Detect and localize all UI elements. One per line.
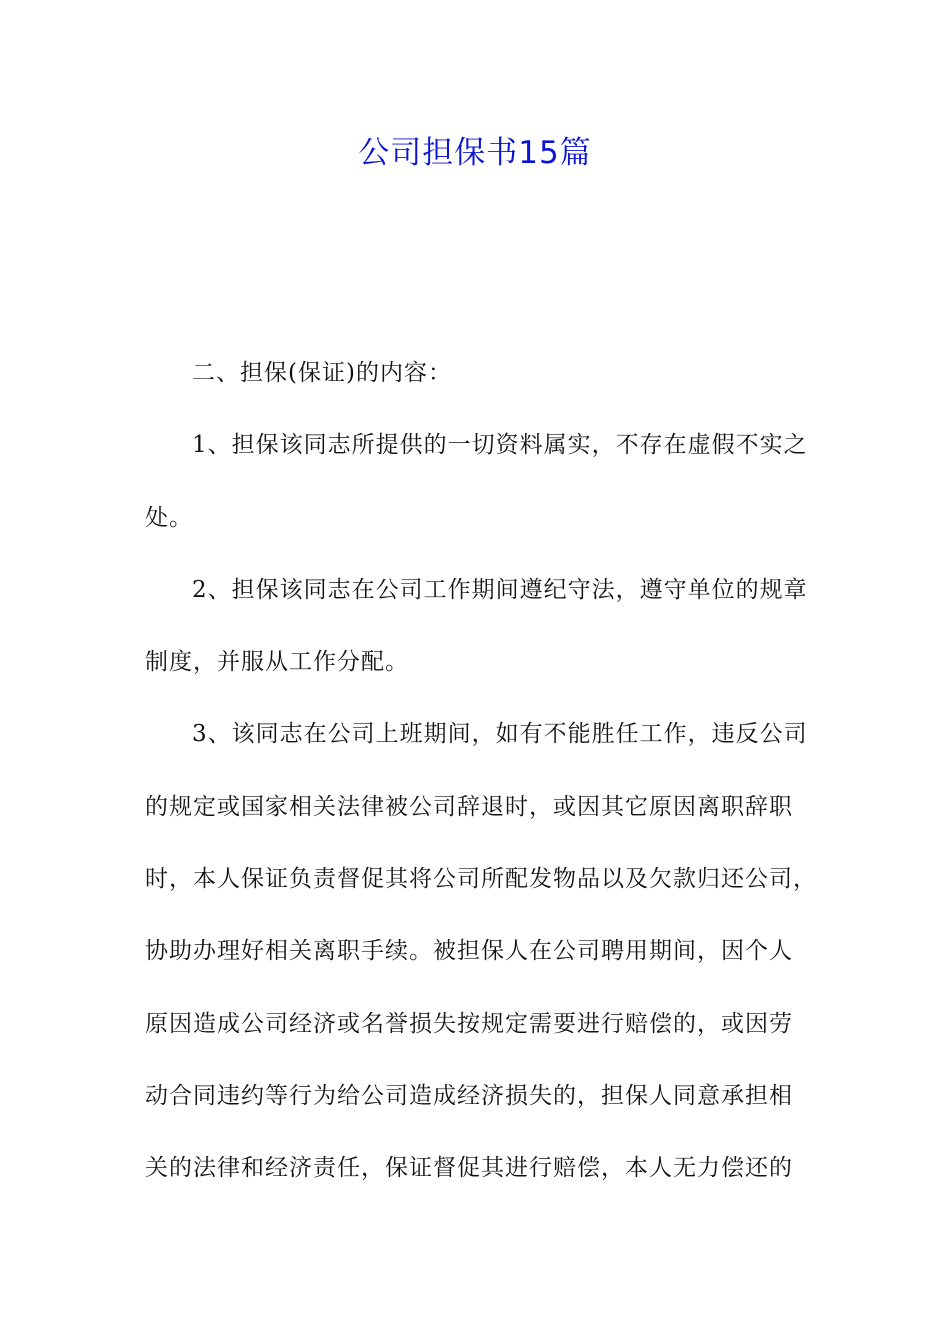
- section-heading: 二、担保(保证)的内容：: [192, 360, 452, 386]
- document-body: [145, 337, 817, 1205]
- paragraph-line: 制度，并服从工作分配。: [145, 649, 409, 676]
- paragraph-line: 3、该同志在公司上班期间，如有不能胜任工作，违反公司: [192, 721, 808, 748]
- document-title: 公司担保书15篇: [358, 135, 592, 171]
- paragraph-line: 的规定或国家相关法律被公司辞退时，或因其它原因离职辞职: [145, 793, 793, 820]
- paragraph-line: 2、担保该同志在公司工作期间遵纪守法，遵守单位的规章: [192, 576, 808, 603]
- paragraph-line: 处。: [145, 504, 193, 531]
- paragraph-line: 原因造成公司经济或名誉损失按规定需要进行赔偿的，或因劳: [145, 1010, 793, 1037]
- paragraph-line: 关的法律和经济责任，保证督促其进行赔偿，本人无力偿还的: [145, 1155, 793, 1182]
- paragraph-line: 动合同违约等行为给公司造成经济损失的，担保人同意承担相: [145, 1082, 793, 1109]
- paragraph-line: 1、担保该同志所提供的一切资料属实，不存在虚假不实之: [192, 432, 808, 459]
- paragraph-line: 时，本人保证负责督促其将公司所配发物品以及欠款归还公司，: [145, 866, 817, 893]
- paragraph-line: 协助办理好相关离职手续。被担保人在公司聘用期间，因个人: [145, 938, 793, 965]
